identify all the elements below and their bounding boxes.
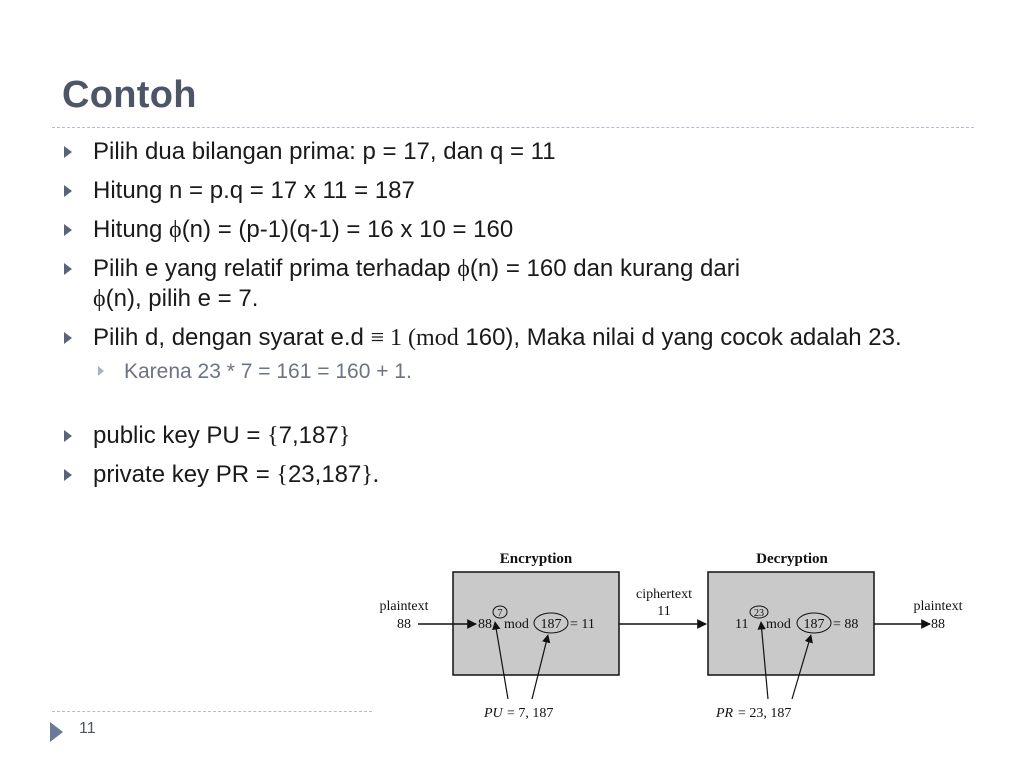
- bullet-text: (n), pilih e = 7.: [105, 285, 259, 312]
- public-key-value: 7,187: [278, 422, 339, 449]
- plaintext-out-value: 88: [931, 617, 945, 632]
- brace: }: [338, 423, 351, 449]
- bullet-item: [62, 137, 962, 167]
- public-key-label: public key PU =: [93, 422, 268, 449]
- bullet-item: [62, 176, 962, 206]
- pu-label: PU: [484, 706, 503, 721]
- decryption-exponent: 23: [754, 608, 764, 619]
- decryption-title: Decryption: [756, 551, 828, 567]
- bullet-item: [62, 215, 962, 245]
- bullet-arrow-icon: [64, 146, 72, 158]
- bullet-text: 160), Maka nilai d yang cocok adalah 23.: [458, 324, 902, 351]
- plaintext-in-value: 88: [397, 617, 411, 632]
- decryption-base: 11: [735, 617, 749, 632]
- brace: }.: [361, 462, 379, 488]
- brace: {: [276, 462, 288, 488]
- encryption-result: = 11: [570, 617, 595, 632]
- page-marker-icon: [50, 722, 63, 742]
- encryption-title: Encryption: [499, 551, 573, 567]
- phi-symbol: ϕ: [457, 256, 470, 282]
- encryption-mod: mod: [504, 617, 529, 632]
- encryption-modulus: 187: [540, 617, 562, 632]
- congruence-expression: ≡ 1 (mod: [370, 325, 459, 351]
- rsa-diagram: [370, 542, 975, 724]
- sub-bullet-arrow-icon: [98, 366, 104, 376]
- phi-symbol: ϕ: [93, 286, 106, 312]
- bullet-arrow-icon: [64, 332, 72, 344]
- bullet-arrow-icon: [64, 263, 72, 275]
- bullet-arrow-icon: [64, 185, 72, 197]
- footer-divider: [52, 711, 372, 712]
- sub-bullet-text: Karena 23 * 7 = 161 = 160 + 1.: [124, 360, 412, 383]
- title-divider: [52, 127, 974, 128]
- ciphertext-label: ciphertext: [636, 587, 692, 602]
- bullet-text: (n) = 160 dan kurang dari: [469, 255, 741, 282]
- phi-symbol: ϕ: [169, 217, 182, 243]
- sub-bullet-item: [62, 358, 962, 386]
- bullet-arrow-icon: [64, 224, 72, 236]
- bullet-item: [62, 323, 962, 353]
- ciphertext-value: 11: [657, 604, 671, 619]
- bullet-item: [62, 421, 962, 451]
- decryption-mod: mod: [766, 617, 791, 632]
- bullet-arrow-icon: [64, 430, 72, 442]
- bullet-list: [62, 137, 962, 499]
- bullet-text: Hitung n = p.q = 17 x 11 = 187: [93, 177, 415, 204]
- bullet-item: [62, 254, 962, 314]
- plaintext-in-label: plaintext: [379, 599, 429, 614]
- rsa-diagram-svg: [370, 542, 975, 724]
- pu-value: = 7, 187: [507, 706, 554, 721]
- bullet-item: [62, 460, 962, 490]
- bullet-text: Pilih d, dengan syarat e.d: [93, 324, 371, 351]
- private-key-label: private key PR =: [93, 461, 277, 488]
- pr-label: PR: [716, 706, 734, 721]
- private-key-value: 23,187: [287, 461, 362, 488]
- bullet-text: (n) = (p-1)(q-1) = 16 x 10 = 160: [181, 216, 514, 243]
- pr-value: = 23, 187: [738, 706, 792, 721]
- bullet-text: Hitung: [93, 216, 170, 243]
- page-number: 11: [79, 720, 96, 737]
- bullet-text: Pilih dua bilangan prima: p = 17, dan q = 11: [93, 138, 556, 165]
- decryption-result: = 88: [833, 617, 859, 632]
- decryption-modulus: 187: [803, 617, 825, 632]
- bullet-text: Pilih e yang relatif prima terhadap: [93, 255, 458, 282]
- encryption-base: 88: [478, 617, 492, 632]
- encryption-exponent: 7: [497, 608, 503, 619]
- bullet-arrow-icon: [64, 469, 72, 481]
- brace: {: [267, 423, 279, 449]
- plaintext-out-label: plaintext: [913, 599, 963, 614]
- slide-title: Contoh: [62, 74, 197, 116]
